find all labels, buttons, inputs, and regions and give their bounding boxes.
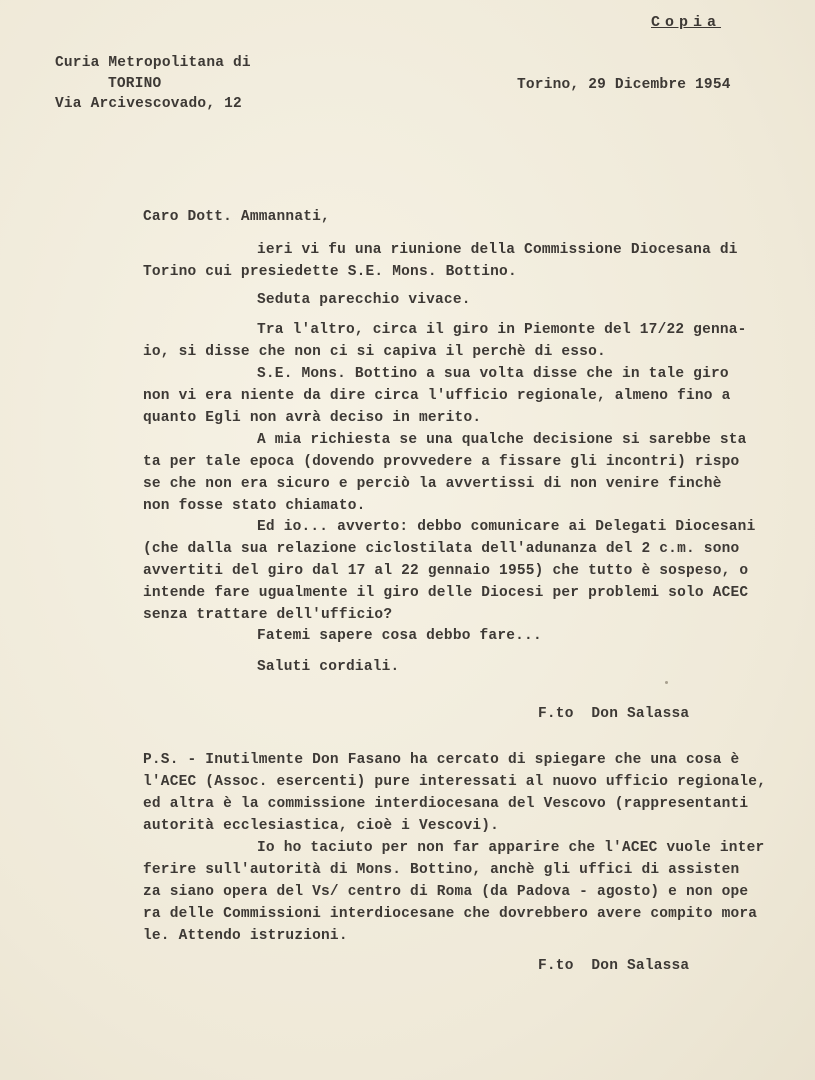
signature-2: F.to Don Salassa: [538, 958, 690, 974]
ps-line: P.S. - Inutilmente Don Fasano ha cercato di spiegare che una cosa è: [143, 752, 740, 768]
body-line: (che dalla sua relazione ciclostilata dell'adunanza del 2 c.m. sono: [143, 541, 740, 557]
ps-line: Io ho taciuto per non far apparire che l'ACEC vuole inter: [257, 840, 765, 856]
ps-line: za siano opera del Vs/ centro di Roma (da Padova - agosto) e non ope: [143, 884, 749, 900]
body-line: senza trattare dell'ufficio?: [143, 607, 393, 623]
place-date: Torino, 29 Dicembre 1954: [517, 77, 731, 93]
body-line: Fatemi sapere cosa debbo fare...: [257, 628, 542, 644]
body-line: Saluti cordiali.: [257, 659, 400, 675]
body-line: intende fare ugualmente il giro delle Diocesi per problemi solo ACEC: [143, 585, 749, 601]
sender-line-3: Via Arcivescovado, 12: [55, 96, 242, 112]
ps-line: ferire sull'autorità di Mons. Bottino, anchè gli uffici di assisten: [143, 862, 740, 878]
body-line: quanto Egli non avrà deciso in merito.: [143, 410, 482, 426]
signature-1: F.to Don Salassa: [538, 706, 690, 722]
body-line: non vi era niente da dire circa l'ufficio regionale, almeno fino a: [143, 388, 731, 404]
body-line: non fosse stato chiamato.: [143, 498, 366, 514]
ps-line: le. Attendo istruzioni.: [143, 928, 348, 944]
body-line: ieri vi fu una riunione della Commissione Diocesana di: [257, 242, 738, 258]
body-line: A mia richiesta se una qualche decisione si sarebbe sta: [257, 432, 747, 448]
body-line: S.E. Mons. Bottino a sua volta disse che in tale giro: [257, 366, 729, 382]
body-line: io, si disse che non ci si capiva il perchè di esso.: [143, 344, 606, 360]
body-line: avvertiti del giro dal 17 al 22 gennaio 1955) che tutto è sospeso, o: [143, 563, 749, 579]
ps-line: ra delle Commissioni interdiocesane che dovrebbero avere compito mora: [143, 906, 758, 922]
sender-line-2: TORINO: [108, 76, 162, 92]
body-line: Ed io... avverto: debbo comunicare ai Delegati Diocesani: [257, 519, 756, 535]
sender-line-1: Curia Metropolitana di: [55, 55, 251, 71]
body-line: Tra l'altro, circa il giro in Piemonte del 17/22 genna-: [257, 322, 747, 338]
body-line: Seduta parecchio vivace.: [257, 292, 471, 308]
salutation: Caro Dott. Ammannati,: [143, 209, 330, 225]
body-line: se che non era sicuro e perciò la avvertissi di non venire finchè: [143, 476, 722, 492]
copy-mark: Copia: [651, 14, 722, 31]
ps-line: l'ACEC (Assoc. esercenti) pure interessati al nuovo ufficio regionale,: [143, 774, 767, 790]
body-line: Torino cui presiedette S.E. Mons. Bottino.: [143, 264, 517, 280]
body-line: ta per tale epoca (dovendo provvedere a fissare gli incontri) rispo: [143, 454, 740, 470]
paper-speck: [665, 681, 668, 684]
ps-line: ed altra è la commissione interdiocesana del Vescovo (rappresentanti: [143, 796, 749, 812]
ps-line: autorità ecclesiastica, cioè i Vescovi).: [143, 818, 500, 834]
